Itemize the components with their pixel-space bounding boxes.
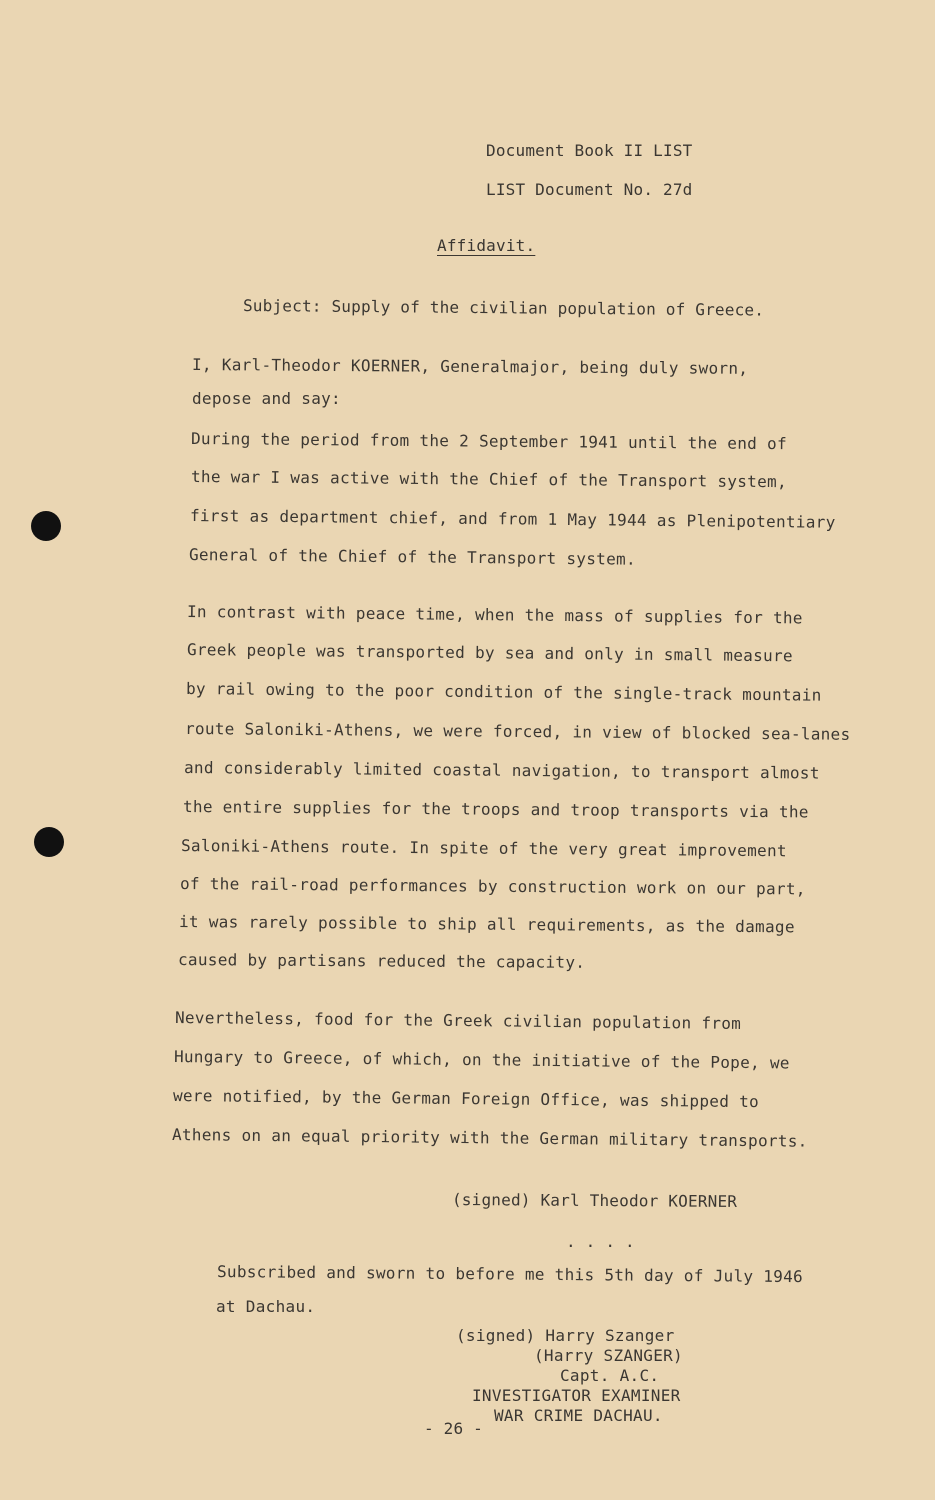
investigator-line: (signed) Harry Szanger <box>456 1326 675 1345</box>
paragraph-line: During the period from the 2 September 1941 until the end of <box>190 429 788 454</box>
paragraph-line: Athens on an equal priority with the German military transports. <box>171 1125 808 1151</box>
paragraph-line: In contrast with peace time, when the mass of supplies for the <box>186 602 803 628</box>
paragraph-line: the entire supplies for the troops and troop transports via the <box>182 797 809 822</box>
paragraph-line: Hungary to Greece, of which, on the initiative of the Pope, we <box>173 1047 790 1073</box>
paragraph-line: of the rail-road performances by construction work on our part, <box>179 874 806 899</box>
punch-hole-bottom <box>34 827 64 857</box>
paragraph-line: it was rarely possible to ship all requirements, as the damage <box>178 912 795 937</box>
intro-line: I, Karl-Theodor KOERNER, Generalmajor, being duly sworn, <box>191 355 749 378</box>
signature-dots: . . . . <box>566 1232 635 1251</box>
affiant-signature: (signed) Karl Theodor KOERNER <box>451 1190 738 1211</box>
subject-line: Subject: Supply of the civilian population of Greece. <box>242 296 765 320</box>
paragraph-line: caused by partisans reduced the capacity. <box>177 950 586 972</box>
investigator-line: INVESTIGATOR EXAMINER <box>472 1386 681 1405</box>
intro-line: depose and say: <box>192 389 341 408</box>
paragraph-line: Greek people was transported by sea and only in small measure <box>186 640 793 666</box>
affidavit-title: Affidavit. <box>437 236 536 255</box>
paragraph-line: Nevertheless, food for the Greek civilian population from <box>174 1008 742 1033</box>
paragraph-line: by rail owing to the poor condition of the single-track mountain <box>185 679 822 705</box>
paragraph-line: the war I was active with the Chief of the Transport system, <box>190 467 788 492</box>
document-book-label: Document Book II LIST <box>486 141 693 160</box>
investigator-line: (Harry SZANGER) <box>534 1346 683 1365</box>
oath-line: Subscribed and sworn to before me this 5th day of July 1946 <box>216 1262 804 1287</box>
paragraph-line: Saloniki-Athens route. In spite of the very great improvement <box>180 836 787 861</box>
punch-hole-top <box>31 511 61 541</box>
investigator-line: Capt. A.C. <box>560 1366 660 1385</box>
paragraph-line: General of the Chief of the Transport system. <box>188 545 637 569</box>
investigator-line: WAR CRIME DACHAU. <box>494 1406 663 1425</box>
paragraph-line: and considerably limited coastal navigation, to transport almost <box>183 758 820 783</box>
document-number-label: LIST Document No. 27d <box>486 180 693 199</box>
paragraph-line: route Saloniki-Athens, we were forced, in view of blocked sea-lanes <box>184 719 851 744</box>
page-number: - 26 - <box>424 1419 483 1438</box>
paragraph-line: first as department chief, and from 1 May 1944 as Plenipotentiary <box>189 506 836 532</box>
paragraph-line: were notified, by the German Foreign Office, was shipped to <box>172 1086 760 1112</box>
oath-line: at Dachau. <box>216 1297 316 1316</box>
